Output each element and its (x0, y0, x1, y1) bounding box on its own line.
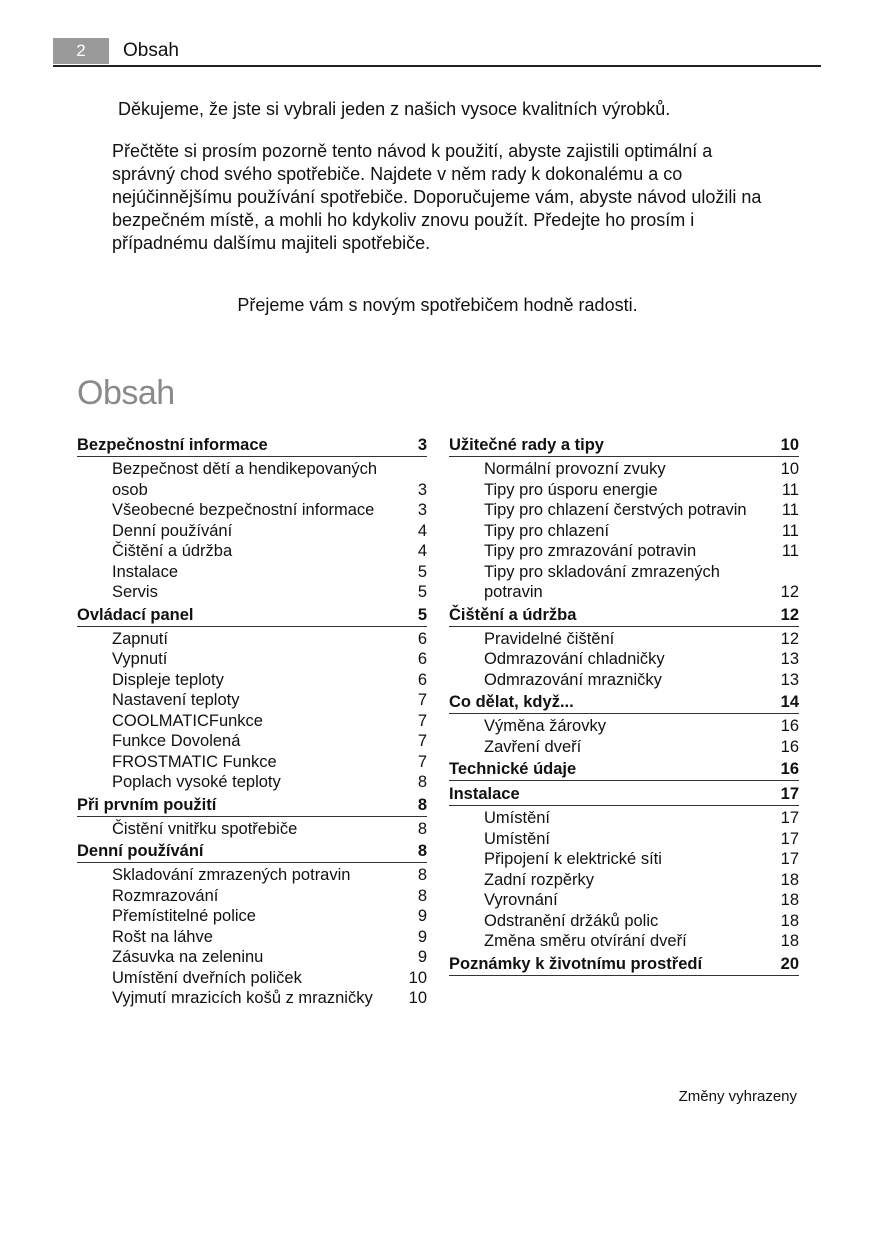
toc-section-title: Bezpečnostní informace (77, 436, 268, 454)
toc-item-page: 3 (417, 480, 427, 499)
toc-section[interactable] (449, 758, 799, 781)
toc-item-page: 6 (417, 670, 427, 689)
toc-item-page: 7 (417, 711, 427, 730)
toc-item-page: 9 (417, 927, 427, 946)
toc-item-title: Tipy pro úsporu energie (484, 480, 658, 499)
toc-item-title: Vyrovnání (484, 891, 558, 909)
intro-thanks: Děkujeme, že jste si vybrali jeden z našich vysoce kvalitních výrobků. (118, 99, 671, 119)
toc-section[interactable] (449, 604, 799, 627)
toc-item-page: 11 (781, 480, 799, 499)
toc-item-page: 11 (781, 521, 799, 540)
toc-item[interactable] (77, 690, 427, 711)
toc-item[interactable] (449, 931, 799, 952)
toc-section-page: 8 (417, 842, 427, 860)
toc-item-title: Nastavení teploty (112, 691, 240, 709)
toc-item-title: Umístění (484, 829, 551, 848)
toc-item-page: 7 (417, 691, 427, 709)
toc-section-page: 12 (780, 605, 799, 624)
toc-item-page: 18 (780, 870, 799, 889)
toc-item[interactable] (449, 562, 799, 603)
toc-item[interactable] (449, 629, 799, 650)
toc-item[interactable] (449, 459, 799, 480)
toc-item-page: 4 (417, 521, 427, 540)
toc-section-page: 20 (780, 954, 799, 973)
toc-item-page: 11 (781, 542, 799, 560)
toc-item-title: Umístění (484, 809, 551, 827)
toc-item-page: 9 (417, 907, 427, 925)
toc-item-title: Umístění dveřních poliček (112, 968, 302, 987)
toc-item-page: 6 (417, 629, 427, 648)
toc-item[interactable] (77, 865, 427, 886)
toc-item-page: 8 (417, 886, 427, 905)
toc-item-page: 3 (417, 501, 427, 519)
toc-item-title: Bezpečnost dětí a hendikepovaných osob (112, 460, 378, 499)
toc-section-page: 5 (417, 605, 427, 624)
toc-item-page: 8 (417, 819, 427, 838)
toc-item-page: 9 (417, 948, 427, 966)
toc-item[interactable] (77, 459, 427, 500)
toc-item-page: 18 (780, 891, 799, 909)
toc-item-page: 7 (417, 732, 427, 750)
toc-item[interactable] (77, 731, 427, 752)
toc-item-title: Vypnutí (112, 650, 168, 668)
toc-item-page: 13 (780, 650, 799, 668)
toc-left-column (77, 433, 427, 1009)
toc-item-title: Poplach vysoké teploty (112, 773, 281, 791)
toc-section[interactable] (77, 434, 427, 457)
toc-item-title: Odmrazování mrazničky (484, 670, 662, 689)
toc-item-title: Tipy pro zmrazování potravin (484, 542, 697, 560)
toc-item[interactable] (77, 582, 427, 603)
toc-item-title: Všeobecné bezpečnostní informace (112, 501, 375, 519)
toc-section-title: Užitečné rady a tipy (449, 436, 604, 454)
toc-item-page: 4 (417, 542, 427, 560)
footer-note: Změny vyhrazeny (678, 1088, 797, 1105)
toc-section[interactable] (449, 953, 799, 976)
toc-item[interactable] (77, 541, 427, 562)
toc-item[interactable] (449, 716, 799, 737)
toc-item-page: 10 (408, 989, 427, 1007)
toc-item[interactable] (77, 521, 427, 542)
toc-item-page: 17 (780, 829, 799, 848)
toc-item[interactable] (77, 968, 427, 989)
toc-section-page: 14 (780, 693, 799, 711)
toc-item-title: Servis (112, 583, 158, 601)
toc-item-page: 17 (780, 809, 799, 827)
toc-item[interactable] (77, 819, 427, 840)
toc-item-title: Pravidelné čištění (484, 629, 615, 648)
toc-item[interactable] (449, 541, 799, 562)
toc-item[interactable] (77, 670, 427, 691)
toc-item-page: 11 (781, 501, 799, 519)
toc-item-title: Výměna žárovky (484, 717, 606, 735)
toc-section-page: 17 (780, 785, 799, 803)
toc-item[interactable] (449, 829, 799, 850)
toc-section-title: Co dělat, když... (449, 693, 574, 711)
page-header (53, 38, 821, 67)
toc-title: Obsah (77, 374, 175, 412)
toc-item-page: 18 (780, 932, 799, 950)
toc-item[interactable] (77, 886, 427, 907)
toc-section[interactable] (77, 604, 427, 627)
toc-section-title: Poznámky k životnímu prostředí (449, 954, 703, 973)
toc-item[interactable] (77, 988, 427, 1009)
toc-item-title: Odstranění držáků polic (484, 911, 659, 930)
toc-item-title: Tipy pro skladování zmrazených potravin (484, 562, 720, 601)
toc-item-title: FROSTMATIC Funkce (112, 752, 277, 771)
toc-item[interactable] (449, 890, 799, 911)
toc-section-page: 8 (417, 795, 427, 814)
toc-section-page: 16 (780, 760, 799, 778)
toc-item-page: 16 (780, 717, 799, 735)
toc-item[interactable] (77, 562, 427, 583)
toc-item-title: Rošt na láhve (112, 927, 213, 946)
toc-section-title: Denní používání (77, 842, 204, 860)
toc-item-page: 5 (417, 562, 427, 581)
toc-item-page: 6 (417, 650, 427, 668)
toc-item-title: Změna směru otvírání dveří (484, 932, 687, 950)
toc-item-title: Zavření dveří (484, 737, 582, 756)
toc-section[interactable] (77, 794, 427, 817)
toc-section-page: 10 (780, 436, 799, 454)
toc-item-title: Přemístitelné police (112, 907, 256, 925)
toc-item-page: 12 (780, 629, 799, 648)
toc-item-title: Zadní rozpěrky (484, 870, 595, 889)
toc-item[interactable] (77, 927, 427, 948)
toc-item-title: COOLMATICFunkce (112, 711, 263, 730)
toc-item-title: Připojení k elektrické síti (484, 850, 662, 868)
toc-item-page: 16 (780, 737, 799, 756)
toc-item[interactable] (449, 649, 799, 670)
toc-item-title: Čistění vnitřku spotřebiče (112, 819, 298, 838)
toc-item[interactable] (449, 737, 799, 758)
toc-item-title: Funkce Dovolená (112, 732, 241, 750)
toc-item-title: Instalace (112, 562, 179, 581)
toc-item-title: Zapnutí (112, 629, 168, 648)
toc-item-page: 10 (408, 968, 427, 987)
toc-item-title: Odmrazování chladničky (484, 650, 665, 668)
intro-wish: Přejeme vám s novým spotřebičem hodně radosti. (237, 295, 638, 315)
toc-item[interactable] (77, 629, 427, 650)
toc-item-title: Čištění a údržba (112, 542, 233, 560)
toc-item[interactable] (77, 711, 427, 732)
toc-item[interactable] (77, 947, 427, 968)
toc-section-title: Čištění a údržba (449, 605, 577, 624)
toc-section[interactable] (449, 691, 799, 714)
toc-item-page: 7 (417, 752, 427, 771)
toc-section-title: Technické údaje (449, 760, 577, 778)
toc-item-page: 17 (780, 850, 799, 868)
toc-item[interactable] (449, 870, 799, 891)
toc-item-title: Tipy pro chlazení čerstvých potravin (484, 501, 747, 519)
toc-item-title: Zásuvka na zeleninu (112, 948, 264, 966)
toc-section-page: 3 (417, 436, 427, 454)
toc-item-title: Denní používání (112, 521, 233, 540)
toc-section[interactable] (449, 783, 799, 806)
toc-item[interactable] (77, 649, 427, 670)
toc-item-title: Rozmrazování (112, 886, 219, 905)
intro-paragraph: Přečtěte si prosím pozorně tento návod k použití, abyste zajistili optimální a správný chod svého spotřebiče. Najdete v něm rady k dokonalému a co nejúčinnějšímu používání spotřebiče. Doporučujeme vám, abyste návod uložili na bezpečném místě, a mohli ho kdykoliv znovu použít. Předejte ho prosím i případnému dalšímu majiteli spotřebiče. (112, 141, 762, 253)
toc-item-page: 8 (417, 773, 427, 791)
toc-item-page: 8 (417, 866, 427, 884)
toc-item[interactable] (449, 500, 799, 521)
toc-item[interactable] (449, 849, 799, 870)
header-title: Obsah (123, 40, 179, 61)
toc-item[interactable] (449, 911, 799, 932)
toc-item-title: Displeje teploty (112, 670, 224, 689)
toc-item-title: Vyjmutí mrazicích košů z mrazničky (112, 989, 373, 1007)
page-number: 2 (53, 38, 109, 64)
toc-item-page: 18 (780, 911, 799, 930)
toc-section-title: Ovládací panel (77, 605, 194, 624)
toc-item[interactable] (449, 521, 799, 542)
toc-item[interactable] (449, 670, 799, 691)
toc-item-page: 13 (780, 670, 799, 689)
toc-section[interactable] (449, 434, 799, 457)
toc-item[interactable] (77, 752, 427, 773)
toc-item[interactable] (449, 808, 799, 829)
toc-item-page: 10 (780, 460, 799, 478)
toc-item[interactable] (77, 500, 427, 521)
toc-item[interactable] (449, 480, 799, 501)
toc-item[interactable] (77, 772, 427, 793)
toc-section[interactable] (77, 840, 427, 863)
toc-section-title: Instalace (449, 785, 520, 803)
toc-item-title: Normální provozní zvuky (484, 460, 666, 478)
toc-item[interactable] (77, 906, 427, 927)
toc-right-column (449, 433, 799, 978)
toc-section-title: Při prvním použití (77, 795, 217, 814)
toc-item-page: 5 (417, 583, 427, 601)
toc-item-title: Tipy pro chlazení (484, 521, 610, 540)
toc-item-page: 12 (780, 583, 799, 601)
toc-item-title: Skladování zmrazených potravin (112, 866, 351, 884)
